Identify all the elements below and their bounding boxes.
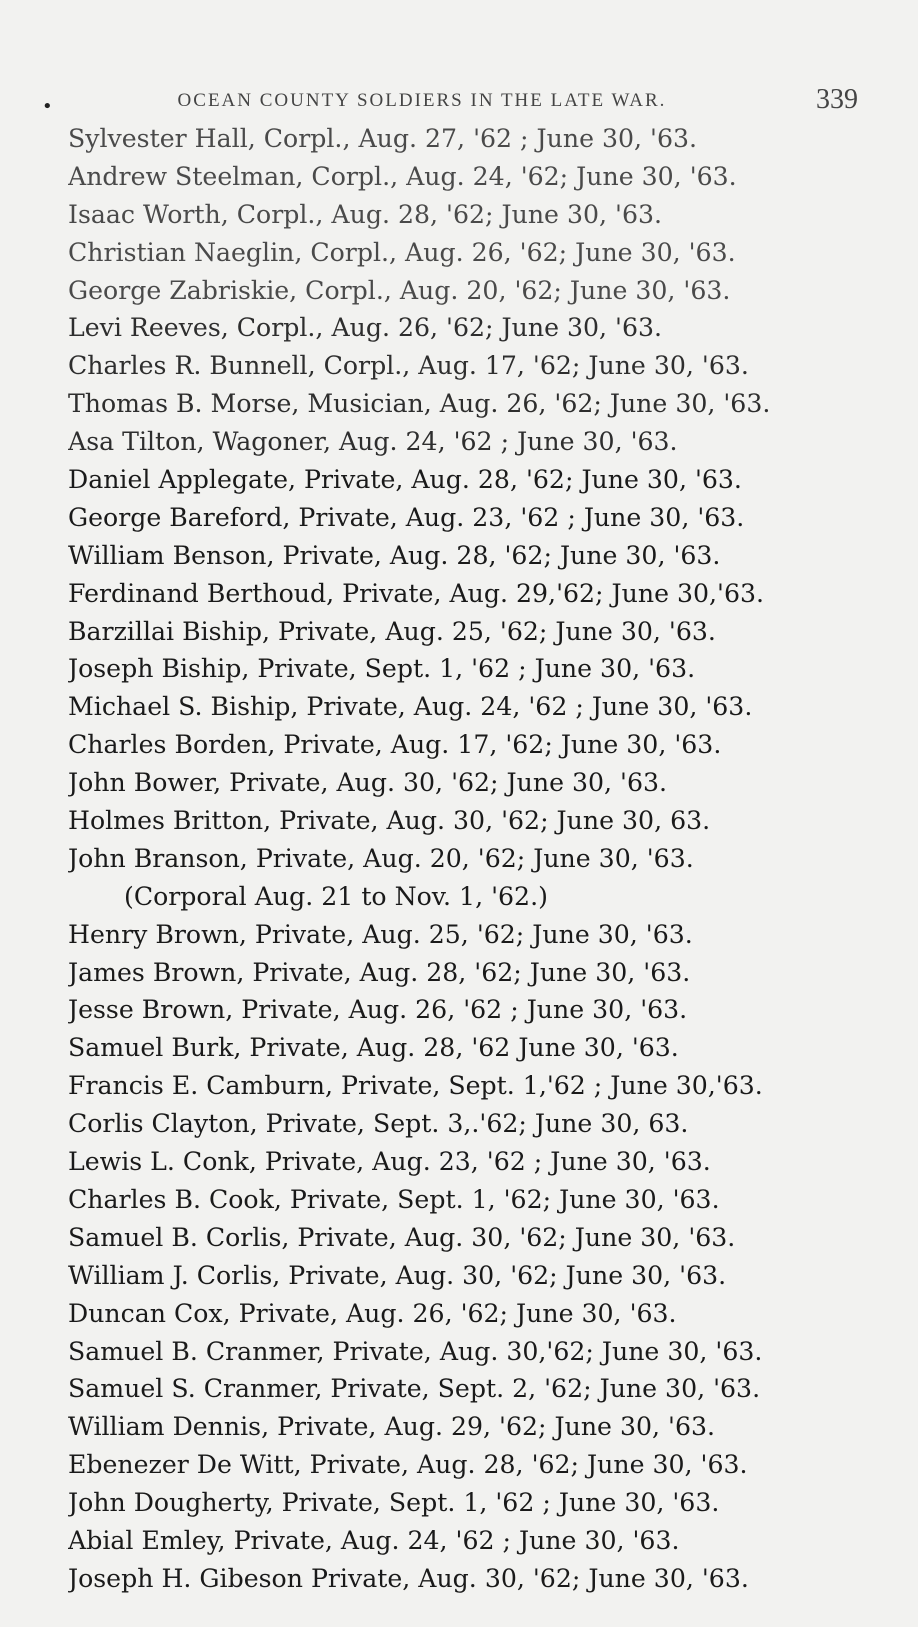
page-number: 339 (816, 84, 858, 115)
roster-entry: Thomas B. Morse, Musician, Aug. 26, '62; June 30, '63. (68, 389, 771, 419)
roster-entry: Asa Tilton, Wagoner, Aug. 24, '62 ; June 30, '63. (68, 427, 678, 457)
roster-entry: Samuel S. Cranmer, Private, Sept. 2, '62; June 30, '63. (68, 1374, 761, 1404)
roster-entry: Lewis L. Conk, Private, Aug. 23, '62 ; June 30, '63. (68, 1147, 711, 1177)
roster-entry: Ebenezer De Witt, Private, Aug. 28, '62; June 30, '63. (68, 1450, 748, 1480)
roster-entry: Duncan Cox, Private, Aug. 26, '62; June 30, '63. (68, 1298, 677, 1328)
roster-entry: Barzillai Biship, Private, Aug. 25, '62; June 30, '63. (68, 616, 716, 646)
roster-entry: Isaac Worth, Corpl., Aug. 28, '62; June 30, '63. (68, 199, 663, 229)
roster-entry: Charles Borden, Private, Aug. 17, '62; June 30, '63. (68, 730, 722, 760)
roster-entry: Samuel B. Cranmer, Private, Aug. 30,'62; June 30, '63. (68, 1336, 763, 1366)
roster-entry: Corlis Clayton, Private, Sept. 3,.'62; June 30, 63. (68, 1109, 689, 1139)
roster-entry: Charles R. Bunnell, Corpl., Aug. 17, '62; June 30, '63. (68, 351, 749, 381)
roster-entry: John Dougherty, Private, Sept. 1, '62 ; June 30, '63. (68, 1488, 720, 1518)
roster-entry: Joseph Biship, Private, Sept. 1, '62 ; June 30, '63. (68, 654, 696, 684)
roster-entry: Francis E. Camburn, Private, Sept. 1,'62 ; June 30,'63. (68, 1071, 763, 1101)
roster-entry: George Zabriskie, Corpl., Aug. 20, '62; June 30, '63. (68, 275, 731, 305)
roster-note: (Corporal Aug. 21 to Nov. 1, '62.) (124, 881, 548, 911)
roster-entry: Christian Naeglin, Corpl., Aug. 26, '62; June 30, '63. (68, 237, 736, 267)
roster-entry: William J. Corlis, Private, Aug. 30, '62; June 30, '63. (68, 1260, 727, 1290)
roster-entry: William Dennis, Private, Aug. 29, '62; June 30, '63. (68, 1412, 716, 1442)
roster-entry: Joseph H. Gibeson Private, Aug. 30, '62; June 30, '63. (68, 1563, 749, 1593)
roster-entry: Levi Reeves, Corpl., Aug. 26, '62; June 30, '63. (68, 313, 663, 343)
roster-entry: Ferdinand Berthoud, Private, Aug. 29,'62; June 30,'63. (68, 578, 765, 608)
roster-entry: Daniel Applegate, Private, Aug. 28, '62; June 30, '63. (68, 465, 742, 495)
soldier-roster (68, 120, 858, 1598)
roster-entry: Holmes Britton, Private, Aug. 30, '62; June 30, 63. (68, 806, 711, 836)
roster-entry: John Branson, Private, Aug. 20, '62; June 30, '63. (68, 843, 694, 873)
roster-entry: Andrew Steelman, Corpl., Aug. 24, '62; June 30, '63. (68, 161, 737, 191)
margin-bullet: • (42, 96, 53, 117)
roster-entry: George Bareford, Private, Aug. 23, '62 ; June 30, '63. (68, 502, 745, 532)
roster-entry: John Bower, Private, Aug. 30, '62; June 30, '63. (68, 768, 668, 798)
roster-entry: Samuel Burk, Private, Aug. 28, '62 June 30, '63. (68, 1033, 679, 1063)
roster-entry: Charles B. Cook, Private, Sept. 1, '62; June 30, '63. (68, 1184, 720, 1214)
roster-entry: Henry Brown, Private, Aug. 25, '62; June 30, '63. (68, 919, 693, 949)
roster-entry: Jesse Brown, Private, Aug. 26, '62 ; June 30, '63. (68, 995, 688, 1025)
page-header (62, 84, 858, 124)
roster-entry: James Brown, Private, Aug. 28, '62; June 30, '63. (68, 957, 691, 987)
roster-entry: Abial Emley, Private, Aug. 24, '62 ; June 30, '63. (68, 1525, 680, 1555)
roster-entry: William Benson, Private, Aug. 28, '62; June 30, '63. (68, 540, 721, 570)
roster-entry: Samuel B. Corlis, Private, Aug. 30, '62; June 30, '63. (68, 1222, 736, 1252)
roster-entry: Michael S. Biship, Private, Aug. 24, '62 ; June 30, '63. (68, 692, 753, 722)
running-head: OCEAN COUNTY SOLDIERS IN THE LATE WAR. (177, 90, 667, 111)
roster-entry: Sylvester Hall, Corpl., Aug. 27, '62 ; June 30, '63. (68, 124, 698, 153)
